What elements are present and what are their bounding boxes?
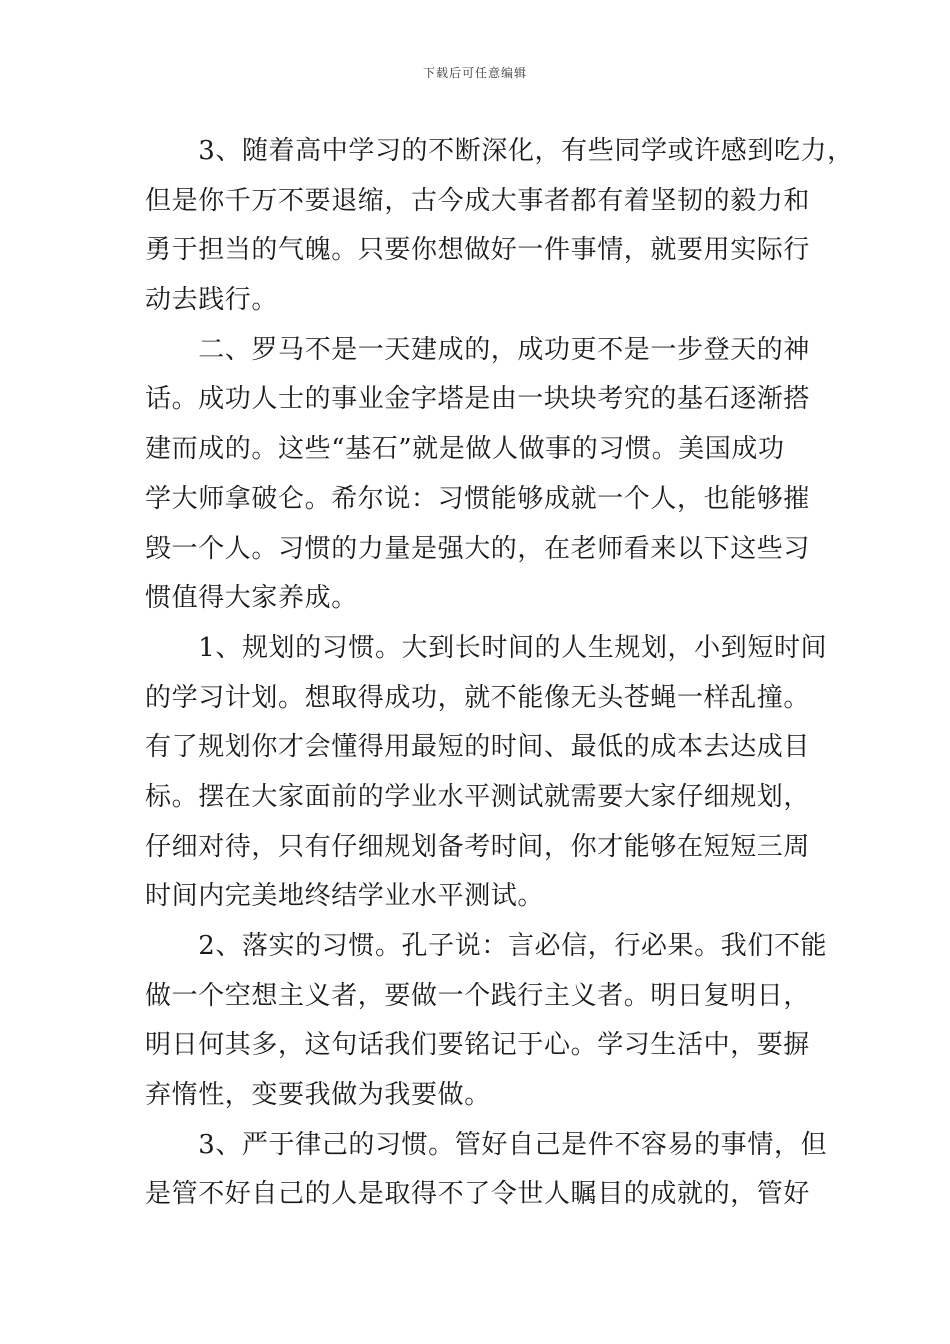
document-body [145, 127, 854, 1220]
text-line: 的学习计划。想取得成功，就不能像无头苍蝇一样乱撞。 [145, 682, 811, 713]
text-line: 动去践行。 [145, 285, 279, 316]
text-line: 3、严于律己的习惯。管好自己是件不容易的事情，但 [145, 1129, 828, 1160]
text-line: 有了规划你才会懂得用最短的时间、最低的成本去达成目 [145, 732, 811, 763]
text-line: 做一个空想主义者，要做一个践行主义者。明日复明日， [145, 980, 811, 1011]
text-line: 标。摆在大家面前的学业水平测试就需要大家仔细规划， [145, 781, 811, 812]
text-line: 3、随着高中学习的不断深化，有些同学或许感到吃力， [145, 136, 854, 166]
text-line: 勇于担当的气魄。只要你想做好一件事情，就要用实际行 [145, 235, 811, 266]
text-line: 学大师拿破仑。希尔说：习惯能够成就一个人，也能够摧 [145, 483, 811, 514]
text-line: 明日何其多，这句话我们要铭记于心。学习生活中，要摒 [145, 1030, 811, 1061]
header-note: 下载后可任意编辑 [422, 66, 527, 80]
text-line: 话。成功人士的事业金字塔是由一块块考究的基石逐渐搭 [145, 384, 811, 415]
text-line: 但是你千万不要退缩，古今成大事者都有着坚韧的毅力和 [145, 185, 811, 216]
text-line: 时间内完美地终结学业水平测试。 [145, 881, 545, 912]
text-line: 弃惰性，变要我做为我要做。 [145, 1080, 491, 1111]
text-line: 2、落实的习惯。孔子说：言必信，行必果。我们不能 [145, 931, 828, 961]
text-line: 惯值得大家养成。 [145, 583, 358, 614]
text-line: 1、规划的习惯。大到长时间的人生规划，小到短时间 [145, 632, 828, 663]
text-line: 建而成的。这些“基石”就是做人做事的习惯。美国成功 [145, 434, 785, 465]
text-line: 二、罗马不是一天建成的，成功更不是一步登天的神 [145, 334, 811, 365]
text-line: 毁一个人。习惯的力量是强大的，在老师看来以下这些习 [145, 533, 811, 564]
text-line: 仔细对待，只有仔细规划备考时间，你才能够在短短三周 [145, 831, 811, 862]
text-line: 是管不好自己的人是取得不了令世人瞩目的成就的，管好 [145, 1179, 811, 1210]
